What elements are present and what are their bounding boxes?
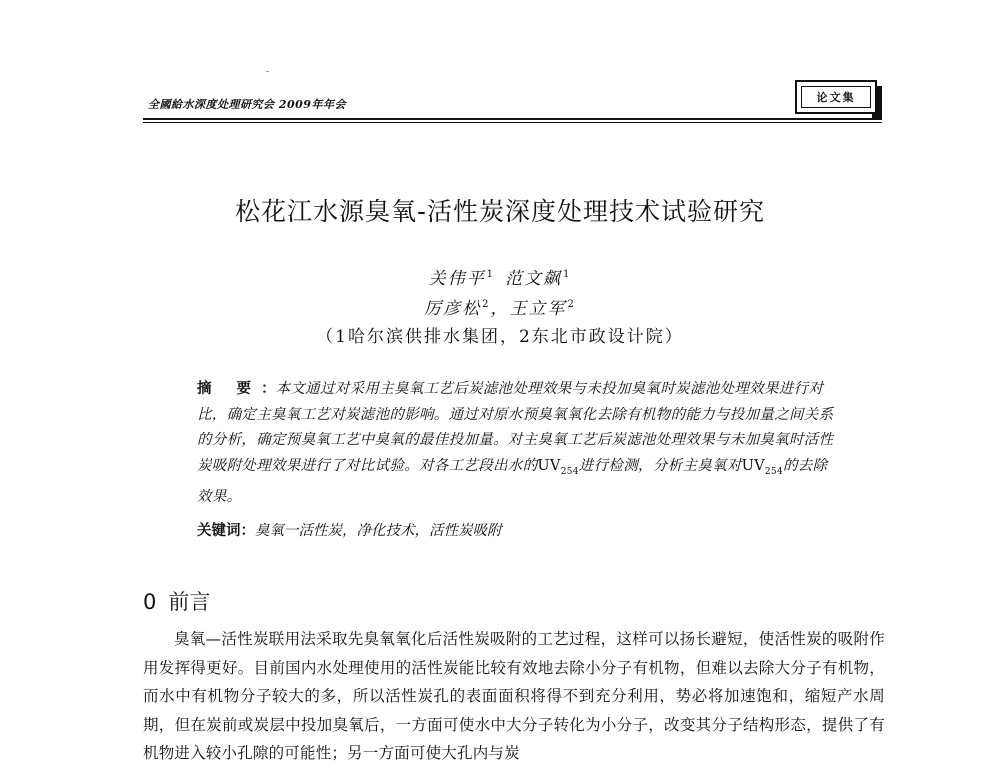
- abstract-text: 的去除效果。: [197, 457, 828, 505]
- abstract-label: 摘 要: [197, 381, 262, 397]
- author-separator: ，: [490, 299, 510, 319]
- uv-subscript: 254: [560, 466, 579, 477]
- author-name: 厉彦松: [424, 299, 482, 319]
- uv-subscript: 254: [764, 466, 783, 477]
- author-line-1: [0, 264, 1000, 289]
- uv254-term: [741, 457, 783, 477]
- author-name: 范文飙: [505, 269, 562, 289]
- section-tag-box: [795, 80, 877, 114]
- uv-base: UV: [741, 457, 765, 474]
- keywords-label: 关键词：: [197, 523, 255, 539]
- body-text: [143, 625, 885, 768]
- keywords-text: 臭氧一活性炭，净化技术，活性炭吸附: [255, 523, 502, 539]
- paper-title: 松花江水源臭氧-活性炭深度处理技术试验研究: [234, 197, 766, 226]
- author-name: 关伟平: [428, 269, 486, 289]
- affiliations: （1哈尔滨供排水集团，2东北市政设计院）: [316, 327, 684, 347]
- scan-artifact: [266, 71, 269, 72]
- body-paragraph: 臭氧—活性炭联用法采取先臭氧氧化后活性炭吸附的工艺过程，这样可以扬长避短，使活性炭的吸附作用发挥得更好。目前国内水处理使用的活性炭能比较有效地去除小分子有机物，但难以去除大分子有机物，而水中有机物分子较大的多，所以活性炭孔的表面面积将得不到充分利用，势必将加速饱和，缩短产水周期，但在炭前或炭层中投加臭氧后，一方面可使水中大分子转化为小分子，改变其分子结构形态，提供了有机物进入较小孔隙的可能性；另一方面可使大孔内与炭: [143, 630, 885, 762]
- author-line-2: [0, 294, 1000, 319]
- abstract-text: 进行检测，分析主臭氧对: [578, 457, 742, 474]
- author-name: 王立军: [509, 299, 567, 319]
- abstract: [197, 376, 837, 510]
- author-affil-mark: 1: [486, 269, 495, 281]
- abstract-text: 本文通过对采用主臭氧工艺后炭滤池处理效果与未投加臭氧时炭滤池处理效果进行对比，确定主臭氧工艺对炭滤池的影响。通过对原水预臭氧氧化去除有机物的能力与投加量之间关系的分析，确定预臭氧工艺中臭氧的最佳投加量。对主臭氧工艺后炭滤池处理效果与未加臭氧时活性炭吸附处理效果进行了对比试验。对各工艺段出水的: [197, 381, 834, 474]
- author-affil-mark: 1: [563, 269, 572, 281]
- section-title: 前言: [168, 590, 211, 614]
- header-rule: [143, 118, 882, 120]
- uv-base: UV: [537, 457, 561, 474]
- keywords: [197, 519, 502, 540]
- header-rule-thin: [143, 122, 882, 123]
- author-affil-mark: 2: [482, 299, 491, 311]
- section-tag-label: 论文集: [801, 86, 871, 108]
- uv254-term: [537, 457, 579, 477]
- section-heading: [143, 586, 210, 616]
- abstract-colon: ：: [261, 380, 276, 397]
- author-affil-mark: 2: [567, 299, 576, 311]
- section-number: 0: [143, 590, 157, 614]
- running-header: 全國給水深度处理研究会 2009年年会: [148, 98, 346, 111]
